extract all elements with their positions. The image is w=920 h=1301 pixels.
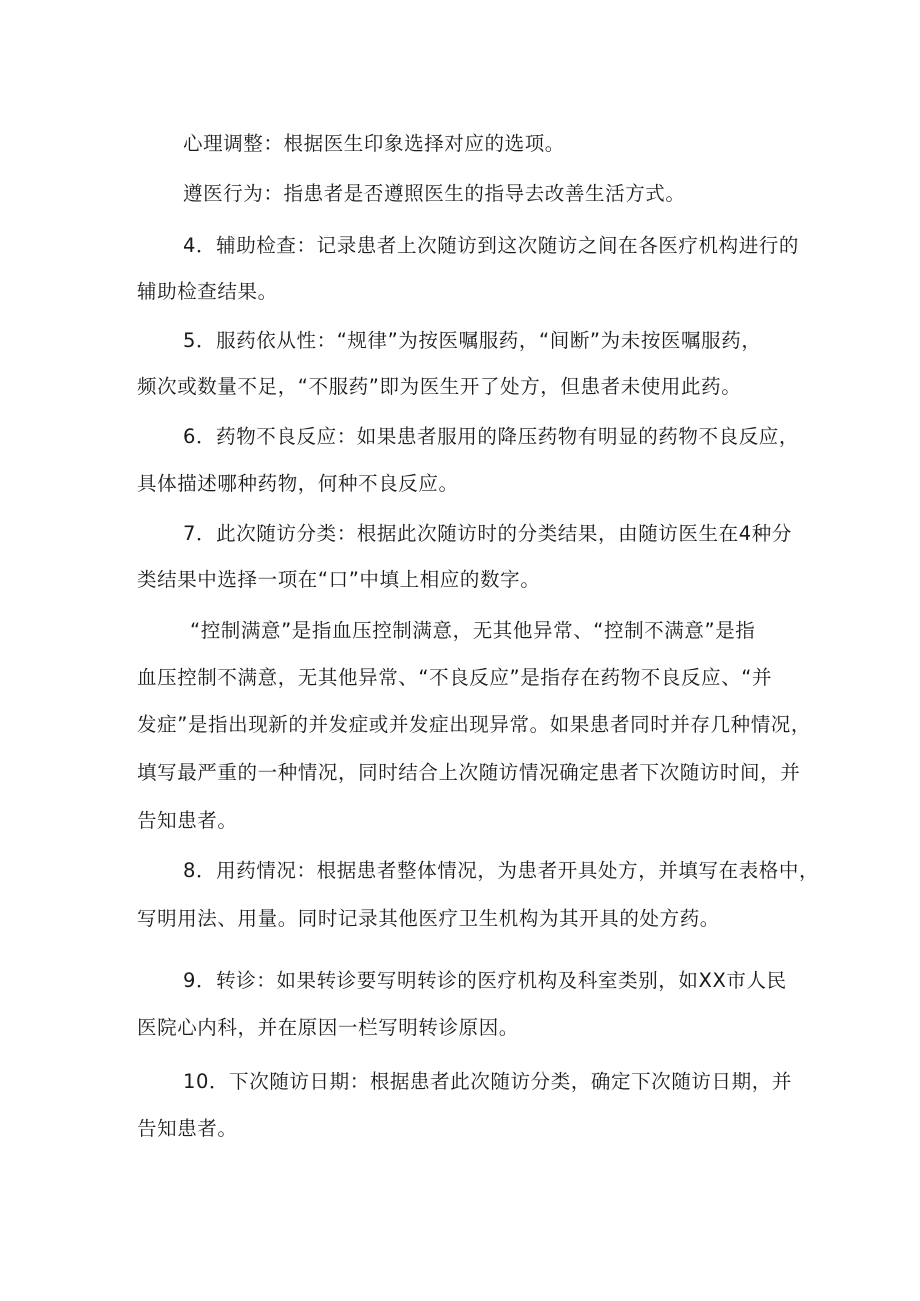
paragraph-4-line-1: 4．辅助检查：记录患者上次随访到这次随访之间在各医疗机构进行的 [183, 234, 800, 257]
paragraph-7b-line-5: 告知患者。 [137, 809, 238, 832]
paragraph-7-line-1: 7．此次随访分类：根据此次随访时的分类结果，由随访医生在4种分 [183, 522, 792, 545]
paragraph-7b-line-1: “控制满意”是指血压控制满意，无其他异常、“控制不满意”是指 [190, 619, 756, 642]
paragraph-7b-line-4: 填写最严重的一种情况，同时结合上次随访情况确定患者下次随访时间，并 [137, 761, 801, 784]
paragraph-8-line-2: 写明用法、用量。同时记录其他医疗卫生机构为其开具的处方药。 [137, 907, 720, 930]
paragraph-4-line-2: 辅助检查结果。 [137, 280, 278, 303]
paragraph-7b-line-2: 血压控制不满意，无其他异常、“不良反应”是指存在药物不良反应、“并 [137, 666, 773, 689]
paragraph-6-line-2: 具体描述哪种药物，何种不良反应。 [137, 472, 459, 495]
paragraph-psychological-adjustment: 心理调整：根据医生印象选择对应的选项。 [183, 132, 565, 155]
paragraph-9-line-1: 9．转诊：如果转诊要写明转诊的医疗机构及科室类别，如XX市人民 [183, 969, 787, 992]
paragraph-9-line-2: 医院心内科，并在原因一栏写明转诊原因。 [137, 1016, 519, 1039]
paragraph-compliance-behavior: 遵医行为：指患者是否遵照医生的指导去改善生活方式。 [183, 182, 686, 205]
paragraph-7b-line-3: 发症”是指出现新的并发症或并发症出现异常。如果患者同时并存几种情况， [137, 713, 812, 736]
paragraph-5-line-2: 频次或数量不足，“不服药”即为医生开了处方，但患者未使用此药。 [137, 375, 742, 398]
paragraph-6-line-1: 6．药物不良反应：如果患者服用的降压药物有明显的药物不良反应， [183, 425, 800, 448]
paragraph-7-line-2: 类结果中选择一项在“口”中填上相应的数字。 [137, 568, 541, 591]
paragraph-5-line-1: 5．服药依从性：“规律”为按医嘱服药，“间断”为未按医嘱服药， [183, 329, 762, 352]
paragraph-8-line-1: 8．用药情况：根据患者整体情况，为患者开具处方，并填写在表格中， [183, 859, 820, 882]
paragraph-10-line-2: 告知患者。 [137, 1117, 238, 1140]
paragraph-10-line-1: 10．下次随访日期：根据患者此次随访分类，确定下次随访日期，并 [183, 1070, 792, 1093]
